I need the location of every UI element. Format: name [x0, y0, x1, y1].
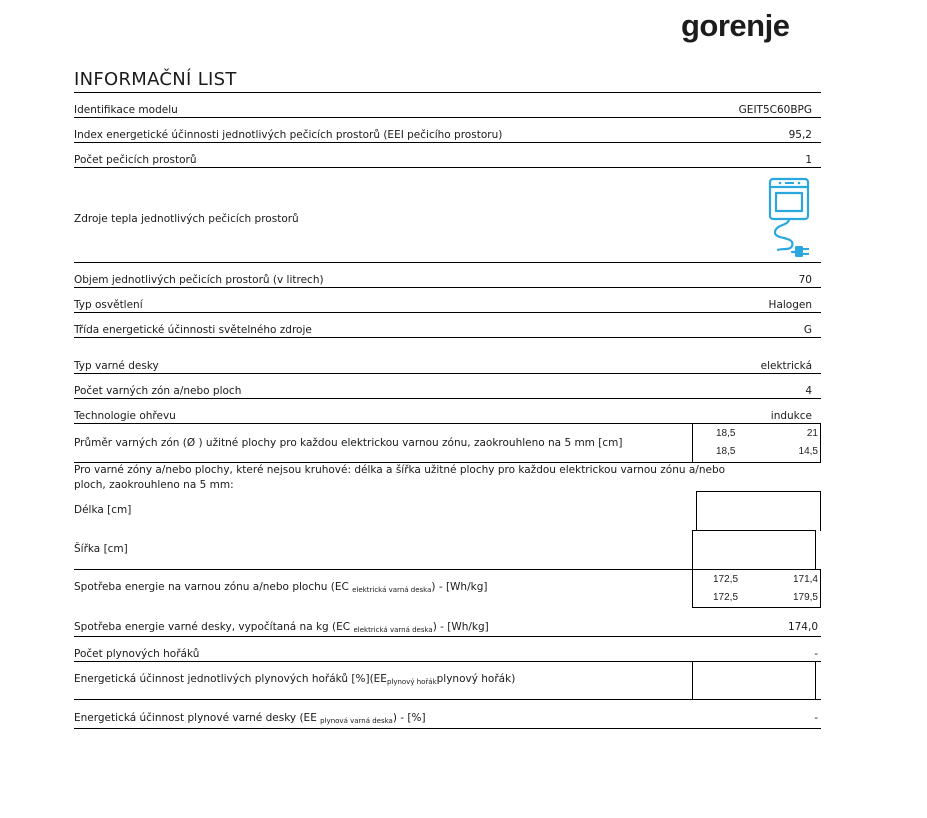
label-subscript: elektrická varná deska — [352, 586, 432, 594]
divider — [74, 373, 821, 374]
divider — [74, 287, 821, 288]
label-subscript: plynový hořák — [386, 678, 437, 686]
divider — [74, 167, 821, 168]
divider — [74, 262, 821, 263]
tech-label: Technologie ohřevu — [74, 410, 176, 422]
hob-energy-value: 174,0 — [787, 621, 818, 633]
lighting-label: Typ osvětlení — [74, 299, 143, 311]
zone-energy-value: 172,5 — [713, 574, 739, 585]
divider — [74, 117, 821, 118]
gas-hob-eff-label — [74, 712, 426, 725]
divider — [74, 728, 821, 729]
electric-oven-plug-icon — [766, 176, 814, 260]
gas-hob-eff-value: - — [814, 712, 818, 724]
label-subscript: plynová varná deska — [320, 717, 393, 725]
noncircular-label: Pro varné zóny a/nebo plochy, které nejsou kruhové: délka a šířka užitné plochy pro každou elektrickou varnou zónu a/nebo — [74, 464, 726, 476]
volume-value: 70 — [798, 274, 812, 286]
gas-burners-value: - — [814, 648, 818, 660]
diameter-value: 21 — [806, 428, 818, 439]
gas-eff-label — [74, 673, 515, 686]
label-text: Spotřeba energie na varnou zónu a/nebo plochu (EC — [74, 581, 353, 593]
label-text: ) - [Wh/kg] — [431, 581, 488, 593]
label-text: Energetická účinnost jednotlivých plynových hořáků [%](EE — [74, 673, 387, 685]
divider — [74, 398, 821, 399]
divider — [74, 337, 821, 338]
cavities-value: 1 — [805, 154, 812, 166]
length-value-box — [696, 491, 821, 531]
model-value: GEIT5C60BPG — [738, 104, 812, 116]
gas-burners-label: Počet plynových hořáků — [74, 648, 200, 660]
zone-energy-value: 179,5 — [792, 592, 818, 603]
diameter-values-box — [692, 423, 821, 463]
zones-label: Počet varných zón a/nebo ploch — [74, 385, 242, 397]
hob-type-label: Typ varné desky — [74, 360, 159, 372]
diameter-label: Průměr varných zón (Ø ) užitné plochy pro každou elektrickou varnou zónu, zaokrouhleno na 5 mm [cm] — [74, 437, 623, 449]
label-text: ) - [Wh/kg] — [432, 621, 489, 633]
divider — [74, 699, 821, 700]
divider — [74, 92, 821, 93]
hob-energy-label — [74, 621, 489, 634]
light-class-label: Třída energetické účinnosti světelného zdroje — [74, 324, 312, 336]
gorenje-logo: gorenje — [681, 8, 790, 43]
gas-eff-value-box — [692, 661, 816, 700]
zone-energy-value: 171,4 — [792, 574, 818, 585]
noncircular-label-2: ploch, zaokrouhleno na 5 mm: — [74, 479, 234, 491]
width-label: Šířka [cm] — [74, 543, 128, 555]
divider — [74, 312, 821, 313]
heat-source-label: Zdroje tepla jednotlivých pečicích prostorů — [74, 213, 299, 225]
zone-energy-label — [74, 581, 487, 594]
lighting-value: Halogen — [768, 299, 812, 311]
divider — [74, 142, 821, 143]
volume-label: Objem jednotlivých pečicích prostorů (v litrech) — [74, 274, 324, 286]
zones-value: 4 — [805, 385, 812, 397]
label-text: Spotřeba energie varné desky, vypočítaná na kg (EC — [74, 621, 354, 633]
model-label: Identifikace modelu — [74, 104, 178, 116]
label-text: Energetická účinnost plynové varné desky (EE — [74, 712, 321, 724]
divider — [74, 636, 821, 637]
light-class-value: G — [803, 324, 812, 336]
label-subscript: elektrická varná deska — [353, 626, 433, 634]
diameter-value: 18,5 — [716, 446, 736, 457]
cavities-label: Počet pečicích prostorů — [74, 154, 197, 166]
label-text: plynový hořák) — [436, 673, 516, 685]
zone-energy-value: 172,5 — [713, 592, 739, 603]
hob-type-value: elektrická — [760, 360, 812, 372]
tech-value: indukce — [770, 410, 812, 422]
length-label: Délka [cm] — [74, 504, 132, 516]
page-title: INFORMAČNÍ LIST — [74, 69, 237, 90]
label-text: ) - [%] — [392, 712, 426, 724]
width-value-box — [692, 530, 816, 570]
diameter-value: 18,5 — [716, 428, 736, 439]
diameter-value: 14,5 — [798, 446, 818, 457]
eei-value: 95,2 — [788, 129, 812, 141]
eei-label: Index energetické účinnosti jednotlivých pečicích prostorů (EEI pečicího prostoru) — [74, 129, 503, 141]
divider — [74, 462, 821, 463]
